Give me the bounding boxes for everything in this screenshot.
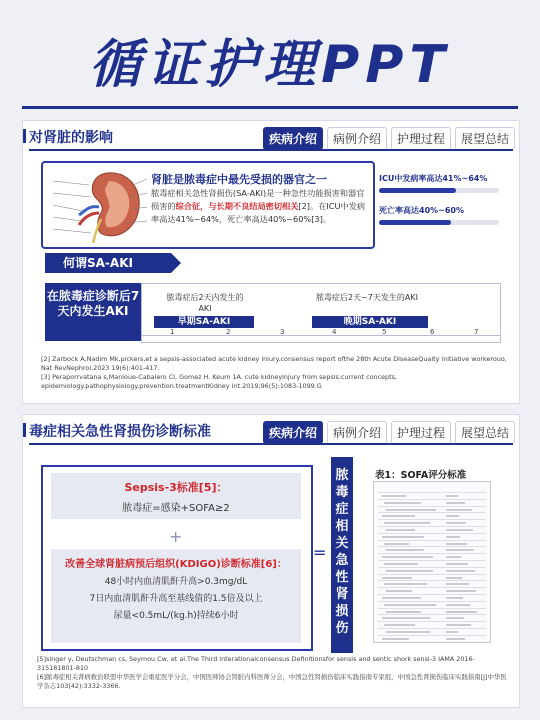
sofa-table-text bbox=[386, 529, 415, 531]
reference-item: [3] Peraporrvatana s,Manioue-Cabalero CI, Gomez H. Keum 1A. cute kidneyinjury from sepsis:current concepts, epidemiology.pathophysiology.prevention.treatmentKidney Int.2019;96(5):1083-1099.G bbox=[41, 373, 397, 390]
sofa-table-rule bbox=[378, 574, 486, 575]
sofa-table-text bbox=[382, 515, 415, 517]
sofa-table-text bbox=[446, 543, 467, 545]
sofa-table-rule bbox=[378, 526, 486, 527]
timeline-tick: 4 bbox=[332, 328, 337, 336]
sofa-table-text bbox=[446, 522, 466, 524]
sofa-table-text bbox=[446, 502, 465, 504]
sofa-table-rule bbox=[378, 546, 486, 547]
section-rule bbox=[29, 443, 513, 445]
mortality-fill bbox=[379, 220, 451, 225]
sofa-table-text bbox=[446, 617, 464, 619]
sofa-table-text bbox=[446, 583, 469, 585]
sofa-table-text bbox=[384, 522, 430, 524]
sofa-table-text bbox=[382, 577, 412, 579]
sofa-table-text bbox=[446, 495, 458, 497]
tab-case-intro[interactable]: 病例介绍 bbox=[327, 421, 387, 444]
sofa-table-text bbox=[384, 604, 436, 606]
kdigo-criterion: 48小时内血清肌酐升高>0.3mg/dL bbox=[104, 577, 248, 587]
sofa-table-text bbox=[446, 509, 472, 511]
sepsis3-formula: 脓毒症=感染+SOFA≥2 bbox=[122, 503, 230, 514]
sofa-table-rule bbox=[378, 540, 486, 541]
sofa-table-text bbox=[446, 536, 460, 538]
sofa-table-text bbox=[446, 549, 474, 551]
kidney-description bbox=[151, 187, 367, 226]
sofa-table-rule bbox=[378, 628, 486, 629]
sofa-table-text bbox=[446, 556, 461, 558]
section-title: 毒症相关急性肾损伤诊断标准 bbox=[29, 421, 211, 441]
section-rule bbox=[29, 149, 513, 151]
timeline-tick: 2 bbox=[226, 328, 231, 336]
sofa-table-rule bbox=[378, 567, 486, 568]
tab-nursing-process[interactable]: 护理过程 bbox=[391, 421, 451, 444]
reference-item: [2] Zarbock A,Nadim Mk,pickers,et a sepsis-associated acute kidney iniury.consensus report ofthe 28th Acute DiseaseQualty initiative workerouo, Nat RevNephrol.2023 19(6):401-417. bbox=[41, 355, 507, 372]
sofa-table-rule bbox=[378, 506, 486, 507]
section-header bbox=[23, 415, 519, 445]
mortality-bar bbox=[379, 220, 499, 225]
references-list bbox=[41, 355, 511, 391]
sofa-table-rule bbox=[378, 601, 486, 602]
icu-incidence-fill bbox=[379, 188, 456, 193]
sofa-table-text bbox=[446, 590, 476, 592]
sofa-score-table-image bbox=[373, 481, 491, 643]
kidney-anatomy-illustration bbox=[49, 167, 151, 243]
page-title: 循证护理PPT bbox=[89, 35, 451, 95]
sofa-table-text bbox=[384, 583, 427, 585]
timeline-tick: 6 bbox=[430, 328, 435, 336]
sofa-table-caption: 表1：SOFA评分标准 bbox=[375, 470, 467, 481]
sofa-table-text bbox=[382, 536, 424, 538]
timeline-tick: 3 bbox=[280, 328, 285, 336]
sofa-table-text bbox=[446, 563, 468, 565]
sofa-table-text bbox=[386, 509, 436, 511]
sofa-table-rule bbox=[378, 621, 486, 622]
equals-icon: = bbox=[313, 543, 327, 562]
sofa-table-text bbox=[446, 611, 477, 613]
kdigo-criteria bbox=[51, 549, 301, 643]
kidney-text-part2: [2]。在ICU中发病率高达41%~64%，死亡率高达40%~60%[3]。 bbox=[151, 201, 366, 224]
reference-item: [6]脓毒症相关肾病救治联盟中华医学会重症医学分会，中国医师协会肾脏内科医师分会，中国急性肾损伤临床实践指南专家组，中国急性肾损伤临床实践指南[J]中华医学杂志103(42):3332-3366. bbox=[37, 673, 507, 690]
references-list bbox=[37, 655, 507, 691]
sofa-table-text bbox=[382, 495, 406, 497]
sofa-table-rule bbox=[378, 499, 486, 500]
saki-definition-tag: 何谓SA-AKI bbox=[45, 253, 171, 273]
sofa-table-text bbox=[384, 624, 415, 626]
sofa-table-rule bbox=[378, 533, 486, 534]
section-title: 对肾脏的影响 bbox=[29, 127, 113, 147]
sofa-table-text bbox=[386, 611, 421, 613]
timeline-tick: 1 bbox=[170, 328, 175, 336]
sofa-table-text bbox=[386, 631, 430, 633]
kidney-info-box bbox=[41, 161, 375, 249]
kdigo-criterion: 尿量<0.5mL/(kg.h)持续6小时 bbox=[113, 611, 239, 621]
icu-incidence-label: ICU中发病率高达41%~64% bbox=[379, 174, 488, 183]
sofa-table-text bbox=[446, 597, 463, 599]
sofa-table-text bbox=[382, 638, 409, 640]
sepsis3-title: Sepsis-3标准[5]： bbox=[124, 481, 228, 494]
sofa-table-rule bbox=[378, 560, 486, 561]
sepsis3-criteria bbox=[51, 473, 301, 519]
saki-vertical-label: 脓 毒 症 相 关 急 性 肾 损 伤 bbox=[331, 457, 353, 653]
timeline-tick: 5 bbox=[382, 328, 387, 336]
sofa-table-rule bbox=[378, 580, 486, 581]
kidney-heading: 肾脏是脓毒症中最先受损的器官之一 bbox=[151, 173, 327, 186]
kdigo-criterion: 7日内血清肌酐升高至基线值的1.5倍及以上 bbox=[89, 594, 263, 604]
tab-disease-intro[interactable]: 疾病介绍 bbox=[263, 127, 323, 150]
late-saki-description: 脓毒症后2天~7天发生的AKI bbox=[316, 293, 418, 302]
diagnosis-criteria-slide bbox=[22, 414, 520, 708]
tab-case-intro[interactable]: 病例介绍 bbox=[327, 127, 387, 150]
tab-disease-intro[interactable]: 疾病介绍 bbox=[263, 421, 323, 444]
sofa-table-text bbox=[446, 529, 473, 531]
sofa-table-text bbox=[446, 638, 465, 640]
sofa-table-text bbox=[384, 502, 421, 504]
nav-tabs bbox=[263, 127, 515, 150]
sofa-table-text bbox=[446, 604, 470, 606]
criteria-box bbox=[41, 465, 313, 651]
kidney-text-highlight: 综合征，与长期不良结局密切相关 bbox=[175, 201, 299, 211]
sofa-table-rule bbox=[378, 594, 486, 595]
sofa-table-text bbox=[384, 543, 409, 545]
sofa-table-text bbox=[446, 515, 459, 517]
sofa-table-text bbox=[386, 590, 412, 592]
kdigo-title: 改善全球肾脏病预后组织(KDIGO)诊断标准[6]： bbox=[65, 559, 287, 570]
sofa-table-rule bbox=[378, 519, 486, 520]
stats-panel bbox=[379, 173, 509, 237]
sofa-table-text bbox=[386, 549, 424, 551]
occurrence-window-box: 在脓毒症诊断后7天内发生AKI bbox=[45, 283, 141, 341]
sofa-table-text bbox=[446, 577, 462, 579]
mortality-label: 死亡率高达40%~60% bbox=[379, 206, 464, 215]
tab-outlook-summary[interactable]: 展望总结 bbox=[455, 127, 515, 150]
saki-timeline bbox=[141, 283, 501, 343]
sofa-table-rule bbox=[378, 635, 486, 636]
tab-nursing-process[interactable]: 护理过程 bbox=[391, 127, 451, 150]
section-header bbox=[23, 121, 519, 151]
sofa-table-rule bbox=[378, 553, 486, 554]
sofa-table-text bbox=[446, 570, 475, 572]
kidney-text-part1: 脓毒症相关急性肾损伤(SA-AKI)是一种急性功能损害和器官损害的 bbox=[151, 188, 365, 211]
sofa-table-rule bbox=[378, 512, 486, 513]
sofa-table-text bbox=[382, 617, 430, 619]
late-saki-tag: 晚期SA-AKI bbox=[312, 316, 428, 328]
tab-outlook-summary[interactable]: 展望总结 bbox=[455, 421, 515, 444]
sofa-table-rule bbox=[378, 614, 486, 615]
nav-tabs bbox=[263, 421, 515, 444]
timeline-axis bbox=[142, 335, 500, 336]
sofa-table-text bbox=[386, 570, 433, 572]
sofa-table-rule bbox=[378, 608, 486, 609]
sofa-table-text bbox=[382, 556, 433, 558]
sofa-table-text bbox=[446, 624, 471, 626]
sofa-table-rule bbox=[378, 492, 486, 493]
early-saki-tag: 早期SA-AKI bbox=[154, 316, 254, 328]
reference-item: [5]singer y, Deutschman cs, Seymou Cw, et al.The Third interationalconsensus Definitionsfor sensis and sentic shork sensi-3 IAMA 2016-315181801-810 bbox=[37, 655, 475, 672]
timeline-tick: 7 bbox=[474, 328, 479, 336]
sofa-table-text bbox=[384, 563, 418, 565]
sofa-table-rule bbox=[378, 587, 486, 588]
sofa-table-text bbox=[382, 597, 421, 599]
early-saki-description: 脓毒症后2天内发生的AKI bbox=[166, 293, 244, 313]
plus-icon: + bbox=[169, 527, 183, 546]
kidney-impact-slide bbox=[22, 120, 520, 404]
sofa-table-text bbox=[446, 631, 458, 633]
header-divider bbox=[22, 106, 518, 109]
icu-incidence-bar bbox=[379, 188, 499, 193]
